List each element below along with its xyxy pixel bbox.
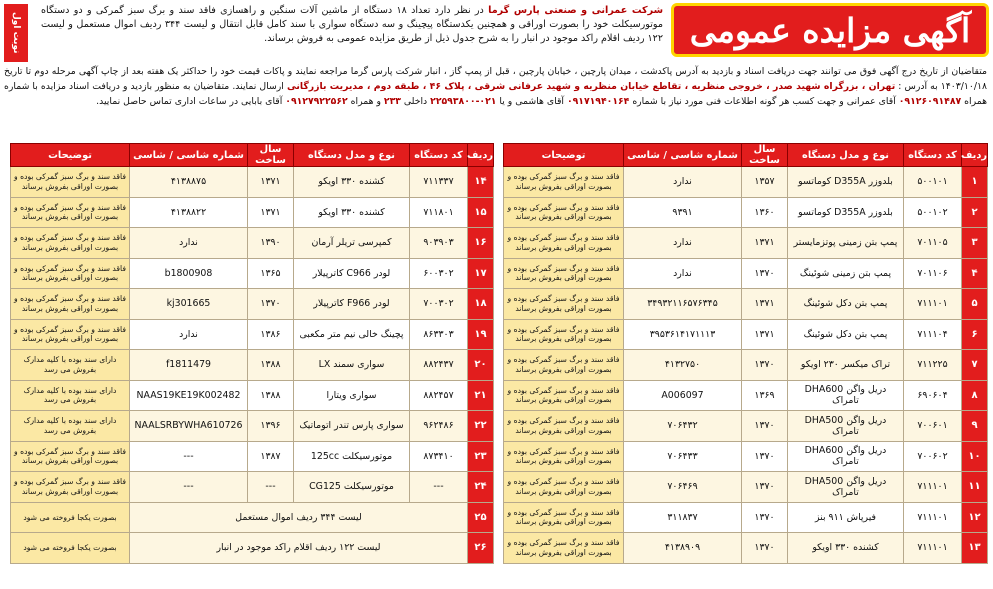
column-header: سال ساخت bbox=[742, 144, 788, 167]
chassis-number: ندارد bbox=[130, 228, 248, 259]
row-number: ۱۱ bbox=[962, 472, 988, 503]
device-model: پمپ بتن زمینی شوئینگ bbox=[788, 258, 904, 289]
instructions-p1: متقاضیان از تاریخ درج آگهی فوق می توانند جهت دریافت اسناد و بازدید به آدرس پاکدشت ، میدان پارچین ، خیابان پارچین ، قبل از پمپ گاز ، انبار شرکت پارس گرما مراجعه نمایند و پاکات قیمت خود را حداکثر یک هفته بعد از چاپ آگهی مرحله دوم تا تاریخ ۱۴۰۳/۱۰/۱۸ به آدرس : bbox=[4, 66, 987, 92]
device-model: دریل واگن DHA500 تامراک bbox=[788, 411, 904, 442]
device-code: ۸۷۳۴۱۰ bbox=[410, 441, 468, 472]
table-row bbox=[504, 289, 988, 320]
device-model: فیرپاش ۹۱۱ بنز bbox=[788, 502, 904, 533]
device-model: موتورسیکلت 125cc bbox=[294, 441, 410, 472]
table-row bbox=[504, 319, 988, 350]
chassis-number: ۹۳۹۱ bbox=[624, 197, 742, 228]
build-year: ۱۳۸۶ bbox=[248, 319, 294, 350]
device-model: سواری ویتارا bbox=[294, 380, 410, 411]
column-header: کد دستگاه bbox=[904, 144, 962, 167]
row-number: ۱۷ bbox=[468, 258, 494, 289]
table-row bbox=[504, 167, 988, 198]
device-model: پمپ بتن دکل شوئینگ bbox=[788, 289, 904, 320]
row-number: ۲۴ bbox=[468, 472, 494, 503]
device-code: ۷۱۱۱۰۱ bbox=[904, 533, 962, 564]
row-number: ۲۵ bbox=[468, 502, 494, 533]
ad-title: آگهی مزایده عمومی bbox=[671, 3, 989, 57]
description: فاقد سند و برگ سبز گمرکی بوده و بصورت اوراقی بفروش برساند bbox=[504, 380, 624, 411]
build-year: ۱۳۸۸ bbox=[248, 380, 294, 411]
device-model: بلدوزر D355A کوماتسو bbox=[788, 167, 904, 198]
instructions-p6: و همراه bbox=[347, 96, 384, 107]
build-year: ۱۳۷۰ bbox=[742, 472, 788, 503]
phone-omrani: ۰۹۱۲۶۰۹۱۴۸۷ bbox=[898, 96, 962, 107]
table-row bbox=[11, 380, 494, 411]
row-number: ۲۶ bbox=[468, 533, 494, 564]
device-model: سواری سمند LX bbox=[294, 350, 410, 381]
device-model: پمپ بتن زمینی پوتزمایستر bbox=[788, 228, 904, 259]
build-year: ۱۳۹۰ bbox=[248, 228, 294, 259]
row-number: ۱۲ bbox=[962, 502, 988, 533]
description: فاقد سند و برگ سبز گمرکی بوده و بصورت اوراقی بفروش برساند bbox=[504, 197, 624, 228]
table-row bbox=[504, 380, 988, 411]
table-row bbox=[11, 258, 494, 289]
chassis-number: --- bbox=[130, 472, 248, 503]
instructions-p4: آقای هاشمی و یا bbox=[496, 96, 567, 107]
row-number: ۷ bbox=[962, 350, 988, 381]
table-row bbox=[504, 350, 988, 381]
column-header: سال ساخت bbox=[248, 144, 294, 167]
instructions-p3: آقای عمرانی و جهت کسب هر گونه اطلاعات فنی مورد نیاز با شماره bbox=[629, 96, 899, 107]
row-number: ۱۴ bbox=[468, 167, 494, 198]
device-code: --- bbox=[410, 472, 468, 503]
chassis-number: ۴۱۳۸۹۰۹ bbox=[624, 533, 742, 564]
row-number: ۱۶ bbox=[468, 228, 494, 259]
description: فاقد سند و برگ سبز گمرکی بوده و بصورت اوراقی بفروش برساند bbox=[504, 258, 624, 289]
device-code: ۵۰۰۱۰۲ bbox=[904, 197, 962, 228]
build-year: ۱۳۷۰ bbox=[742, 258, 788, 289]
phone-babaei: ۰۹۱۲۷۹۲۲۵۶۲ bbox=[285, 96, 348, 107]
intro-paragraph bbox=[41, 4, 663, 62]
build-year: ۱۳۷۱ bbox=[742, 289, 788, 320]
description: فاقد سند و برگ سبز گمرکی بوده و بصورت اوراقی بفروش برساند bbox=[504, 441, 624, 472]
device-code: ۷۰۰۶۰۲ bbox=[904, 441, 962, 472]
row-number: ۹ bbox=[962, 411, 988, 442]
turn-badge: نوبت اول bbox=[4, 4, 28, 62]
equipment-table-left bbox=[10, 143, 494, 564]
device-model: دریل واگن DHA500 تامراک bbox=[788, 472, 904, 503]
row-number: ۳ bbox=[962, 228, 988, 259]
device-model: دریل واگن DHA600 تامراک bbox=[788, 441, 904, 472]
description: دارای سند بوده با کلیه مدارک بفروش می رسد bbox=[11, 350, 130, 381]
description: دارای سند بوده با کلیه مدارک بفروش می رسد bbox=[11, 380, 130, 411]
device-code: ۷۱۱۱۰۴ bbox=[904, 319, 962, 350]
device-code: ۸۶۳۳۰۳ bbox=[410, 319, 468, 350]
build-year: ۱۳۷۰ bbox=[742, 502, 788, 533]
chassis-number: f1811479 bbox=[130, 350, 248, 381]
row-number: ۵ bbox=[962, 289, 988, 320]
chassis-number: A006097 bbox=[624, 380, 742, 411]
row-number: ۲۱ bbox=[468, 380, 494, 411]
chassis-number: ندارد bbox=[624, 167, 742, 198]
description: فاقد سند و برگ سبز گمرکی بوده و بصورت اوراقی بفروش برساند bbox=[11, 289, 130, 320]
column-header: ردیف bbox=[468, 144, 494, 167]
build-year: ۱۳۷۰ bbox=[742, 411, 788, 442]
device-code: ۷۱۱۲۲۵ bbox=[904, 350, 962, 381]
build-year: ۱۳۷۰ bbox=[248, 289, 294, 320]
description: فاقد سند و برگ سبز گمرکی بوده و بصورت اوراقی بفروش برساند bbox=[11, 167, 130, 198]
phone-office: ۰۲۱-۲۲۵۹۳۸۰۰ bbox=[430, 96, 497, 107]
build-year: ۱۳۷۱ bbox=[248, 167, 294, 198]
table-row bbox=[11, 197, 494, 228]
equipment-table-right bbox=[503, 143, 988, 564]
device-model: تراک میکسر ۲۳۰ اویکو bbox=[788, 350, 904, 381]
chassis-number: ۴۱۳۲۷۵۰ bbox=[624, 350, 742, 381]
device-code: ۷۱۱۱۰۱ bbox=[904, 472, 962, 503]
table-row bbox=[11, 289, 494, 320]
table-row bbox=[504, 533, 988, 564]
column-header: ردیف bbox=[962, 144, 988, 167]
build-year: ۱۳۷۰ bbox=[742, 441, 788, 472]
device-code: ۹۰۳۹۰۳ bbox=[410, 228, 468, 259]
row-number: ۲۲ bbox=[468, 411, 494, 442]
column-header: شماره شاسی / شاسی bbox=[624, 144, 742, 167]
device-code: ۶۹۰۶۰۴ bbox=[904, 380, 962, 411]
device-model: کشنده ۳۳۰ اویکو bbox=[294, 197, 410, 228]
column-header: نوع و مدل دستگاه bbox=[788, 144, 904, 167]
submission-address: تهران ، بزرگراه شهید صدر ، خروجی منظریه ، تقاطع خیابان منظریه و شهید عرفانی شرقی ، پلاک ۴۶ ، طبقه دوم ، مدیریت بازرگانی bbox=[286, 81, 896, 92]
table-row bbox=[11, 411, 494, 442]
device-code: ۷۱۱۱۰۱ bbox=[904, 289, 962, 320]
chassis-number: ۷۰۶۴۳۲ bbox=[624, 411, 742, 442]
description: فاقد سند و برگ سبز گمرکی بوده و بصورت اوراقی بفروش برساند bbox=[11, 197, 130, 228]
device-model: کشنده ۳۳۰ اویکو bbox=[294, 167, 410, 198]
description: فاقد سند و برگ سبز گمرکی بوده و بصورت اوراقی بفروش برساند bbox=[11, 472, 130, 503]
chassis-number: b1800908 bbox=[130, 258, 248, 289]
device-model: بلدوزر D355A کوماتسو bbox=[788, 197, 904, 228]
chassis-number: ندارد bbox=[624, 258, 742, 289]
build-year: ۱۳۸۸ bbox=[248, 350, 294, 381]
build-year: ۱۳۷۱ bbox=[248, 197, 294, 228]
instructions-p5: داخلی bbox=[400, 96, 431, 107]
build-year: --- bbox=[248, 472, 294, 503]
description: فاقد سند و برگ سبز گمرکی بوده و بصورت اوراقی بفروش برساند bbox=[11, 228, 130, 259]
table-row bbox=[504, 472, 988, 503]
build-year: ۱۳۷۰ bbox=[742, 350, 788, 381]
column-header: کد دستگاه bbox=[410, 144, 468, 167]
description: بصورت یکجا فروخته می شود bbox=[11, 502, 130, 533]
column-header: شماره شاسی / شاسی bbox=[130, 144, 248, 167]
column-header: نوع و مدل دستگاه bbox=[294, 144, 410, 167]
description: دارای سند بوده با کلیه مدارک بفروش می رسد bbox=[11, 411, 130, 442]
build-year: ۱۳۷۱ bbox=[742, 319, 788, 350]
description: فاقد سند و برگ سبز گمرکی بوده و بصورت اوراقی بفروش برساند bbox=[504, 228, 624, 259]
build-year: ۱۳۹۶ bbox=[248, 411, 294, 442]
instructions-p2: ارسال نمایند. متقاضیان به منظور بازدید و دریافت اسناد مزایده با شماره همراه bbox=[4, 81, 987, 107]
chassis-number: ۳۴۹۳۲۱۱۶۵۷۶۳۴۵ bbox=[624, 289, 742, 320]
chassis-number: ۷۰۶۴۳۳ bbox=[624, 441, 742, 472]
phone-extension: ۲۳۳ bbox=[383, 96, 401, 107]
row-number: ۱۳ bbox=[962, 533, 988, 564]
device-code: ۷۰۱۱۰۵ bbox=[904, 228, 962, 259]
row-number: ۲۰ bbox=[468, 350, 494, 381]
chassis-number: ندارد bbox=[130, 319, 248, 350]
table-row bbox=[504, 441, 988, 472]
table-row bbox=[504, 197, 988, 228]
device-code: ۷۰۰۶۰۱ bbox=[904, 411, 962, 442]
device-code: ۷۱۱۱۰۱ bbox=[904, 502, 962, 533]
chassis-number: ۷۰۶۴۶۹ bbox=[624, 472, 742, 503]
build-year: ۱۳۶۵ bbox=[248, 258, 294, 289]
device-code: ۸۸۲۴۵۷ bbox=[410, 380, 468, 411]
table-row bbox=[504, 502, 988, 533]
chassis-number: ۴۱۳۸۸۷۵ bbox=[130, 167, 248, 198]
phone-hashemi: ۰۹۱۷۱۹۴۰۱۶۴ bbox=[566, 96, 630, 107]
build-year: ۱۳۷۱ bbox=[742, 228, 788, 259]
row-number: ۴ bbox=[962, 258, 988, 289]
bulk-list-title: لیست ۳۴۴ ردیف اموال مستعمل bbox=[130, 502, 468, 533]
intro-text: در نظر دارد تعداد ۱۸ دستگاه از ماشین آلات سنگین و راهسازی فاقد سند و برگ سبز گمرکی و دو دستگاه موتورسیکلت خود را بصورت اوراقی و همچنین یکدستگاه پیچینگ و سه دستگاه سواری با سند کامل قابل انتقال و لیست ۳۴۴ ردیف اموال مستعمل و لیست ۱۲۲ ردیف اقلام راکد موجود در انبار را به شرح جدول ذیل از طریق مزایده عمومی به فروش برساند. bbox=[41, 5, 663, 44]
device-code: ۸۸۲۴۳۷ bbox=[410, 350, 468, 381]
description: فاقد سند و برگ سبز گمرکی بوده و بصورت اوراقی بفروش برساند bbox=[11, 319, 130, 350]
chassis-number: ۳۹۵۳۶۱۴۱۷۱۱۱۳ bbox=[624, 319, 742, 350]
build-year: ۱۳۷۰ bbox=[742, 533, 788, 564]
row-number: ۸ bbox=[962, 380, 988, 411]
chassis-number: ۴۱۳۸۸۲۲ bbox=[130, 197, 248, 228]
device-code: ۹۶۲۴۸۶ bbox=[410, 411, 468, 442]
device-model: سواری پارس تندر اتوماتیک bbox=[294, 411, 410, 442]
device-model: کمپرسی تریلر آرمان bbox=[294, 228, 410, 259]
row-number: ۱۸ bbox=[468, 289, 494, 320]
bulk-list-title: لیست ۱۲۲ ردیف اقلام راکد موجود در انبار bbox=[130, 533, 468, 564]
device-model: لودر F966 کاترپیلار bbox=[294, 289, 410, 320]
row-number: ۱ bbox=[962, 167, 988, 198]
instructions-p7: آقای بابایی در ساعات اداری تماس حاصل نمایید. bbox=[96, 96, 286, 107]
build-year: ۱۳۸۷ bbox=[248, 441, 294, 472]
chassis-number: --- bbox=[130, 441, 248, 472]
description: فاقد سند و برگ سبز گمرکی بوده و بصورت اوراقی بفروش برساند bbox=[504, 167, 624, 198]
description: فاقد سند و برگ سبز گمرکی بوده و بصورت اوراقی بفروش برساند bbox=[504, 319, 624, 350]
column-header: توضیحات bbox=[504, 144, 624, 167]
description: فاقد سند و برگ سبز گمرکی بوده و بصورت اوراقی بفروش برساند bbox=[504, 533, 624, 564]
device-model: پمپ بتن دکل شوئینگ bbox=[788, 319, 904, 350]
device-code: ۷۰۰۳۰۲ bbox=[410, 289, 468, 320]
chassis-number: ۳۱۱۸۳۷ bbox=[624, 502, 742, 533]
device-model: دریل واگن DHA600 تامراک bbox=[788, 380, 904, 411]
table-row bbox=[11, 167, 494, 198]
table-row bbox=[11, 319, 494, 350]
description: فاقد سند و برگ سبز گمرکی بوده و بصورت اوراقی بفروش برساند bbox=[504, 472, 624, 503]
device-code: ۷۱۱۳۳۷ bbox=[410, 167, 468, 198]
row-number: ۱۰ bbox=[962, 441, 988, 472]
chassis-number: NAALSRBYWHA610726 bbox=[130, 411, 248, 442]
chassis-number: ندارد bbox=[624, 228, 742, 259]
chassis-number: NAAS19KE19K002482 bbox=[130, 380, 248, 411]
column-header: توضیحات bbox=[11, 144, 130, 167]
table-row bbox=[11, 441, 494, 472]
row-number: ۲۳ bbox=[468, 441, 494, 472]
table-row bbox=[504, 258, 988, 289]
table-row bbox=[11, 533, 494, 564]
instructions-paragraph bbox=[4, 64, 987, 140]
description: فاقد سند و برگ سبز گمرکی بوده و بصورت اوراقی بفروش برساند bbox=[11, 441, 130, 472]
table-row bbox=[504, 411, 988, 442]
description: بصورت یکجا فروخته می شود bbox=[11, 533, 130, 564]
table-row bbox=[504, 228, 988, 259]
row-number: ۱۵ bbox=[468, 197, 494, 228]
table-row bbox=[11, 502, 494, 533]
device-code: ۵۰۰۱۰۱ bbox=[904, 167, 962, 198]
chassis-number: kj301665 bbox=[130, 289, 248, 320]
table-row bbox=[11, 472, 494, 503]
row-number: ۶ bbox=[962, 319, 988, 350]
device-code: ۷۱۱۸۰۱ bbox=[410, 197, 468, 228]
description: فاقد سند و برگ سبز گمرکی بوده و بصورت اوراقی بفروش برساند bbox=[504, 289, 624, 320]
build-year: ۱۳۶۰ bbox=[742, 197, 788, 228]
description: فاقد سند و برگ سبز گمرکی بوده و بصورت اوراقی بفروش برساند bbox=[504, 411, 624, 442]
device-model: پچینگ خالی نیم متر مکعبی bbox=[294, 319, 410, 350]
device-model: موتورسیکلت CG125 bbox=[294, 472, 410, 503]
device-code: ۷۰۱۱۰۶ bbox=[904, 258, 962, 289]
build-year: ۱۳۶۹ bbox=[742, 380, 788, 411]
company-name: شرکت عمرانی و صنعتی پارس گرما bbox=[488, 5, 663, 16]
device-model: لودر C966 کاترپیلار bbox=[294, 258, 410, 289]
description: فاقد سند و برگ سبز گمرکی بوده و بصورت اوراقی بفروش برساند bbox=[504, 350, 624, 381]
description: فاقد سند و برگ سبز گمرکی بوده و بصورت اوراقی بفروش برساند bbox=[11, 258, 130, 289]
table-row bbox=[11, 228, 494, 259]
row-number: ۱۹ bbox=[468, 319, 494, 350]
device-code: ۶۰۰۳۰۲ bbox=[410, 258, 468, 289]
table-row bbox=[11, 350, 494, 381]
description: فاقد سند و برگ سبز گمرکی بوده و بصورت اوراقی بفروش برساند bbox=[504, 502, 624, 533]
device-model: کشنده ۳۳۰ اویکو bbox=[788, 533, 904, 564]
build-year: ۱۳۵۷ bbox=[742, 167, 788, 198]
row-number: ۲ bbox=[962, 197, 988, 228]
